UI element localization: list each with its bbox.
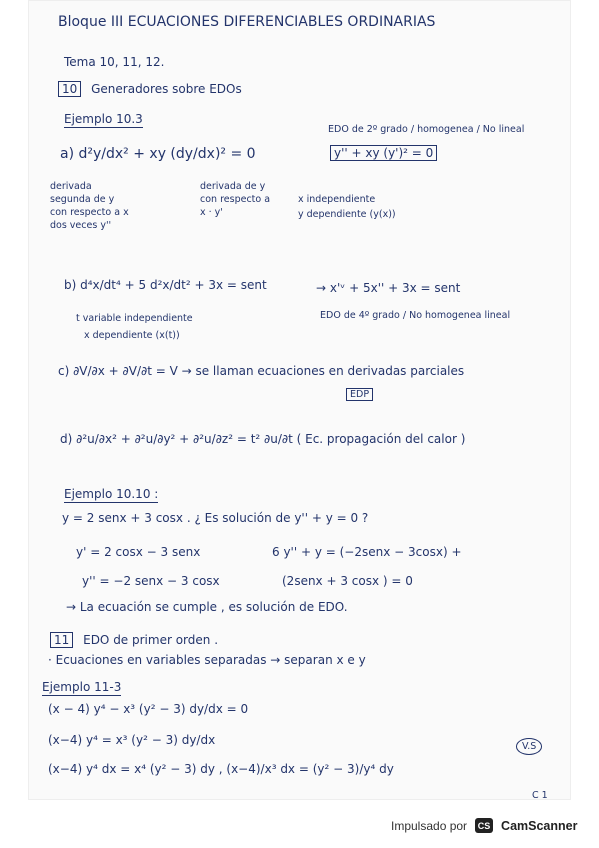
camscanner-footer xyxy=(391,818,577,833)
example-a-note-first-derivative: derivada de y con respecto a x · y' xyxy=(200,181,271,218)
example-b-equation: b) d⁴x/dt⁴ + 5 d²x/dt² + 3x = sent xyxy=(64,278,267,292)
separated-variables-line: · Ecuaciones en variables separadas → separan x e y xyxy=(48,653,366,667)
page-number: C 1 xyxy=(532,790,548,801)
example-a-boxed-equation: y'' + xy (y')² = 0 xyxy=(330,145,437,161)
example-b-rewritten: → x'ᵛ + 5x'' + 3x = sent xyxy=(316,281,461,295)
example-10-10-question: y = 2 senx + 3 cosx . ¿ Es solución de y'' + y = 0 ? xyxy=(62,511,369,525)
example-10-10-substitution: 6 y'' + y = (−2senx − 3cosx) + xyxy=(272,545,462,559)
example-b-classification: EDO de 4º grado / No homogenea lineal xyxy=(320,310,511,321)
vs-circle-label: V.S xyxy=(516,738,542,755)
example-10-3-label: Ejemplo 10.3 xyxy=(64,112,143,126)
example-a-classification: EDO de 2º grado / homogenea / No lineal xyxy=(328,124,525,135)
example-a-variable-dependent: y dependiente (y(x)) xyxy=(298,209,396,220)
section-11-number: 11 xyxy=(50,632,73,648)
example-11-3-equation-3: (x−4) y⁴ dx = x⁴ (y² − 3) dy , (x−4)/x³ dx = (y² − 3)/y⁴ dy xyxy=(48,762,394,776)
example-a-equation: a) d²y/dx² + xy (dy/dx)² = 0 xyxy=(60,146,256,162)
section-10-heading xyxy=(58,82,242,96)
example-10-10-label: Ejemplo 10.10 : xyxy=(64,487,159,501)
temas-line: Tema 10, 11, 12. xyxy=(64,55,165,69)
example-b-variable-independent: t variable independiente xyxy=(76,313,193,324)
example-11-3-label: Ejemplo 11-3 xyxy=(42,680,122,694)
section-11-title: EDO de primer orden . xyxy=(83,633,219,647)
example-a-note-second-derivative: derivada segunda de y con respecto a x dos veces y'' xyxy=(50,181,129,231)
example-b-variable-dependent: x dependiente (x(t)) xyxy=(84,330,180,341)
page-title: Bloque III ECUACIONES DIFERENCIABLES ORDINARIAS xyxy=(58,14,436,30)
section-10-title: Generadores sobre EDOs xyxy=(91,82,242,96)
example-11-3-equation-2: (x−4) y⁴ = x³ (y² − 3) dy/dx xyxy=(48,733,216,747)
camscanner-brand: CamScanner xyxy=(501,818,578,833)
section-11-heading xyxy=(50,633,218,647)
example-10-10-first-derivative: y' = 2 cosx − 3 senx xyxy=(76,545,201,559)
example-10-10-result: (2senx + 3 cosx ) = 0 xyxy=(282,574,413,588)
example-d-equation: d) ∂²u/∂x² + ∂²u/∂y² + ∂²u/∂z² = t² ∂u/∂t ( Ec. propagación del calor ) xyxy=(60,432,466,446)
example-10-10-conclusion: → La ecuación se cumple , es solución de EDO. xyxy=(66,600,348,614)
section-10-number: 10 xyxy=(58,81,81,97)
camscanner-logo-icon: CS xyxy=(475,818,493,833)
example-11-3-equation-1: (x − 4) y⁴ − x³ (y² − 3) dy/dx = 0 xyxy=(48,702,249,716)
example-10-10-second-derivative: y'' = −2 senx − 3 cosx xyxy=(82,574,220,588)
powered-by-text: Impulsado por xyxy=(391,818,468,833)
example-c-edp-label: EDP xyxy=(346,388,373,401)
example-c-equation: c) ∂V/∂x + ∂V/∂t = V → se llaman ecuaciones en derivadas parciales xyxy=(58,364,465,378)
example-a-variable-independent: x independiente xyxy=(298,194,376,205)
